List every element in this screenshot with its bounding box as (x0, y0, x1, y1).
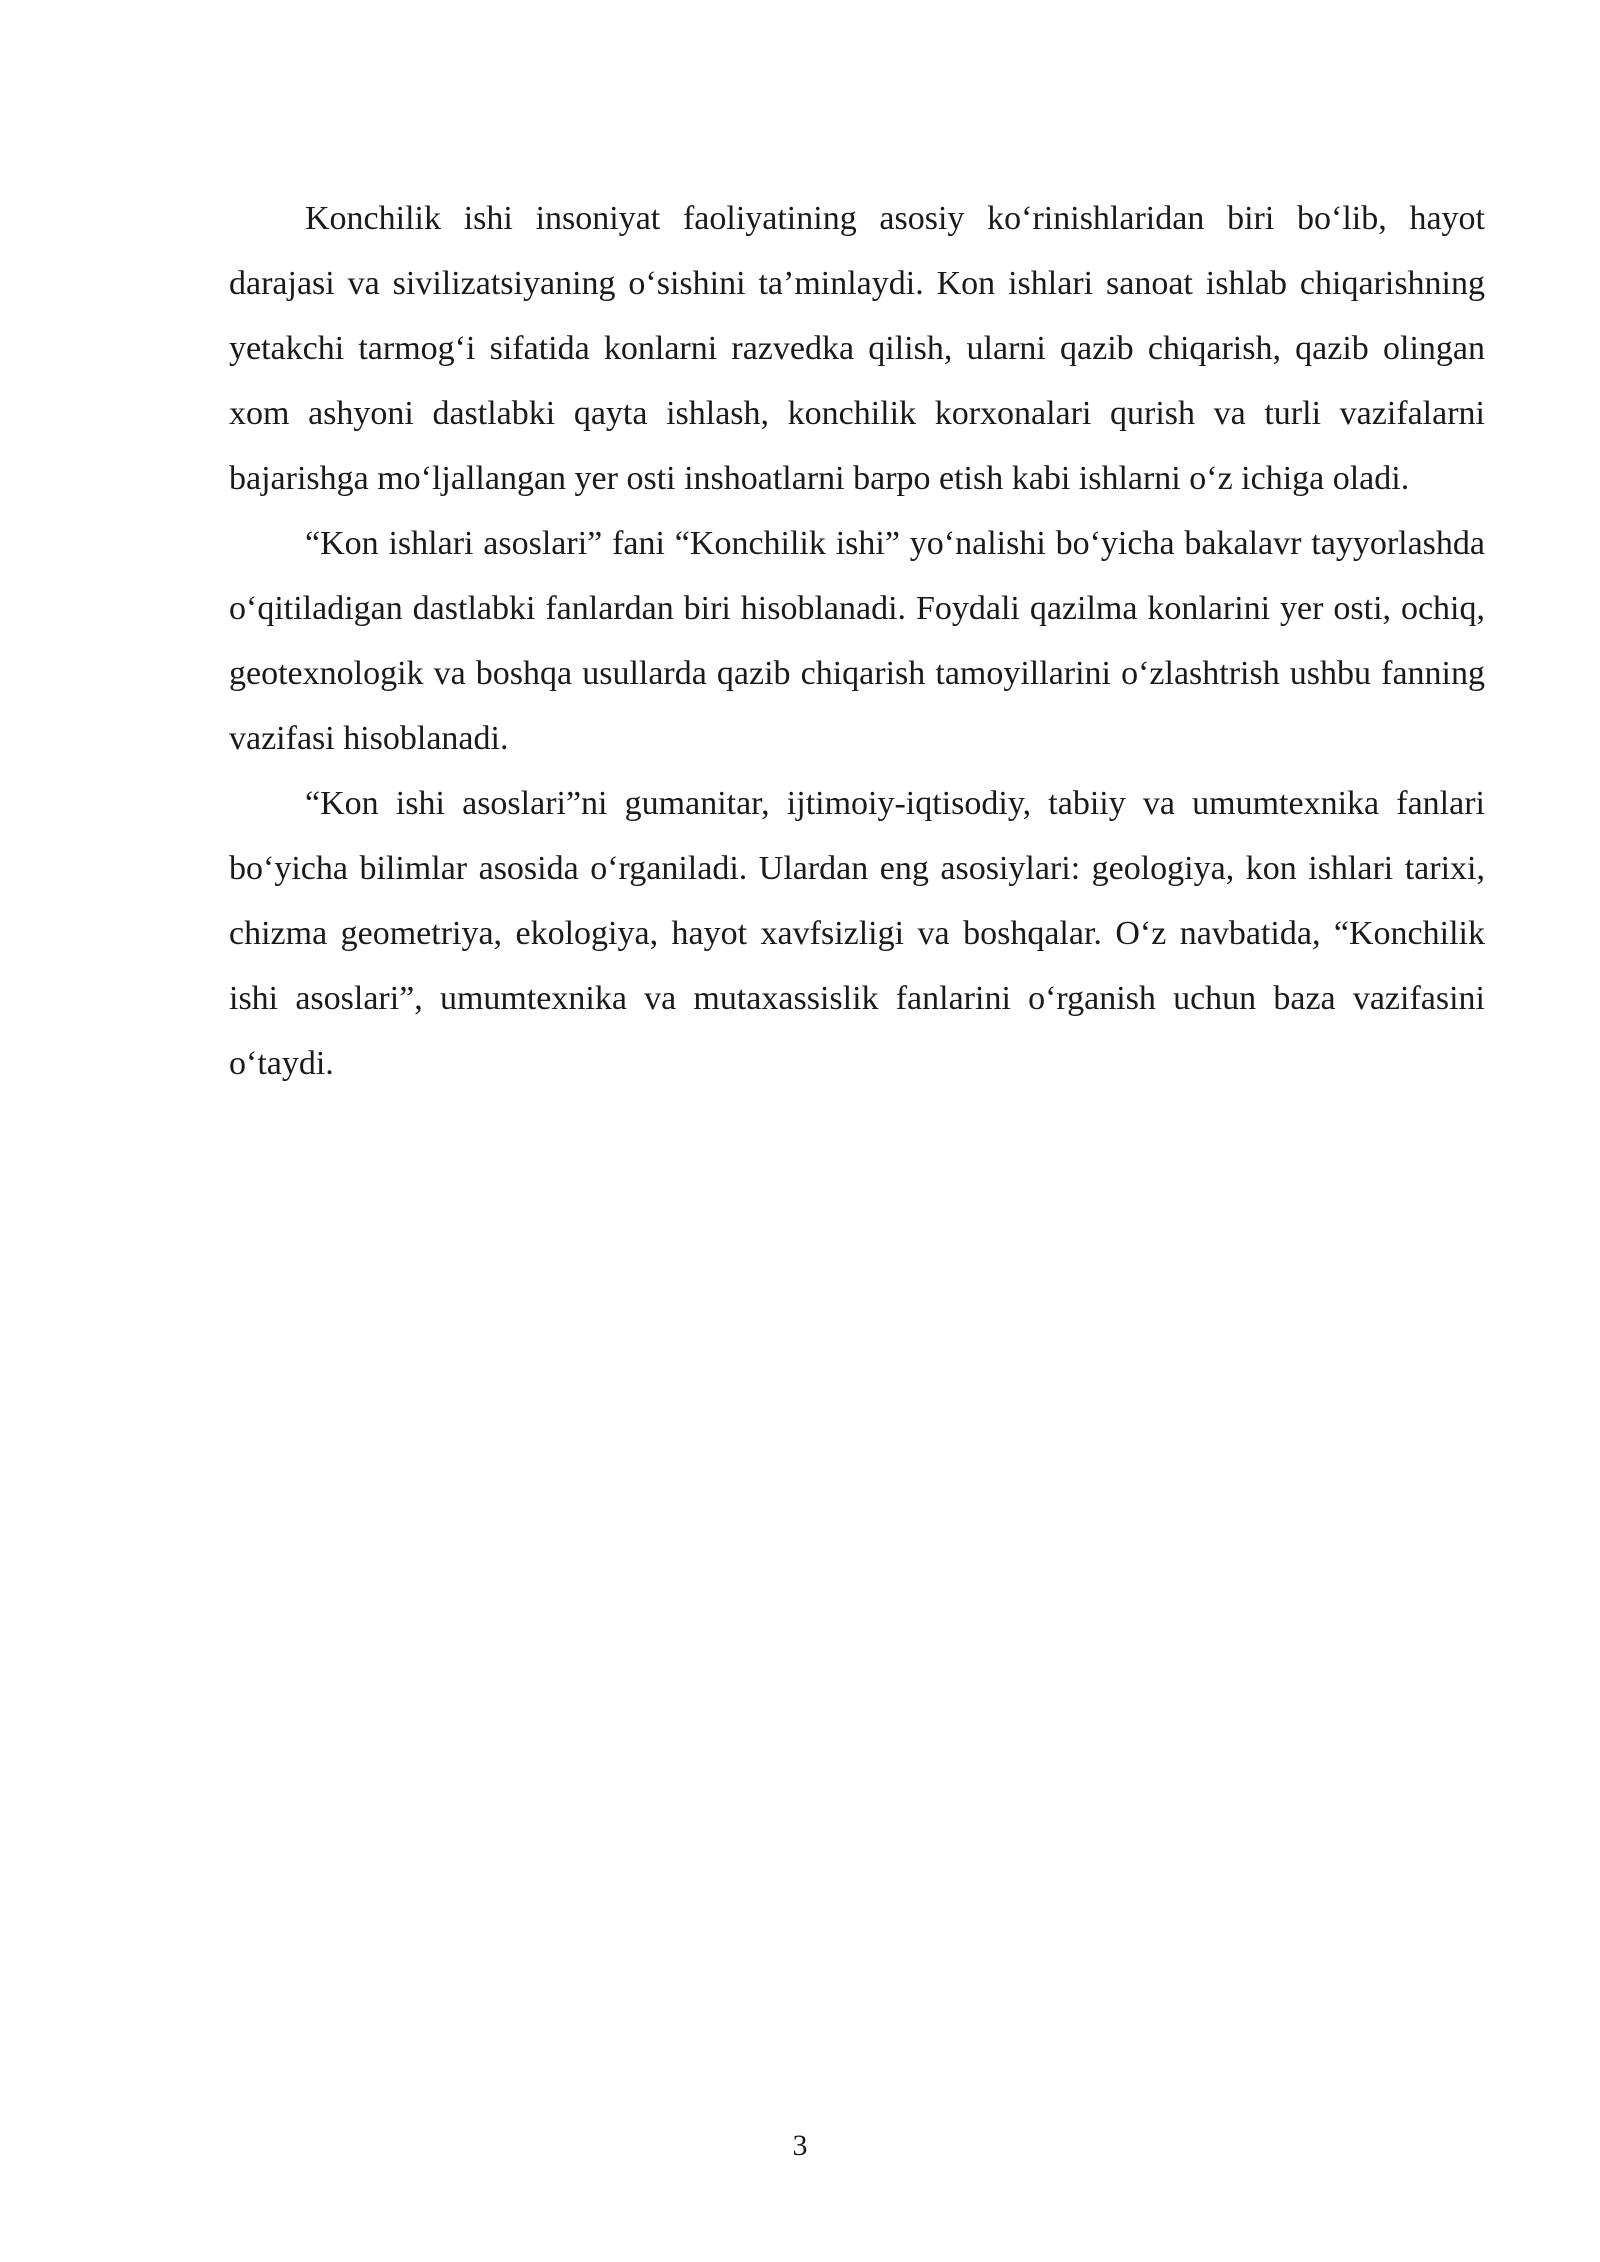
paragraph-prerequisites: “Kon ishi asoslari”ni gumanitar, ijtimoiy-iqtisodiy, tabiiy va umumtexnika fanlari bo‘yicha bilimlar asosida o‘rganiladi. Ulardan eng asosiylari: geologiya, kon ishlari tarixi, chizma geometriya, ekologiya, hayot xavfsizligi va boshqalar. O‘z navbatida, “Konchilik ishi asoslari”, umumtexnika va mutaxassislik fanlarini o‘rganish uchun baza vazifasini o‘taydi. (229, 785, 1485, 1082)
paragraph-course-description: “Kon ishlari asoslari” fani “Konchilik ishi” yo‘nalishi bo‘yicha bakalavr tayyorlashda o‘qitiladigan dastlabki fanlardan biri hisoblanadi. Foydali qazilma konlarini yer osti, ochiq, geotexnologik va boshqa usullarda qazib chiqarish tamoyillarini o‘zlashtrish ushbu fanning vazifasi hisoblanadi. (229, 525, 1485, 757)
paragraph-intro: Konchilik ishi insoniyat faoliyatining asosiy ko‘rinishlaridan biri bo‘lib, hayot darajasi va sivilizatsiyaning o‘sishini ta’minlaydi. Kon ishlari sanoat ishlab chiqarishning yetakchi tarmog‘i sifatida konlarni razvedka qilish, ularni qazib chiqarish, qazib olingan xom ashyoni dastlabki qayta ishlash, konchilik korxonalari qurish va turli vazifalarni bajarishga mo‘ljallangan yer osti inshoatlarni barpo etish kabi ishlarni o‘z ichiga oladi. (229, 200, 1485, 497)
page-number: 3 (792, 2129, 808, 2162)
body-text (229, 186, 1485, 1096)
